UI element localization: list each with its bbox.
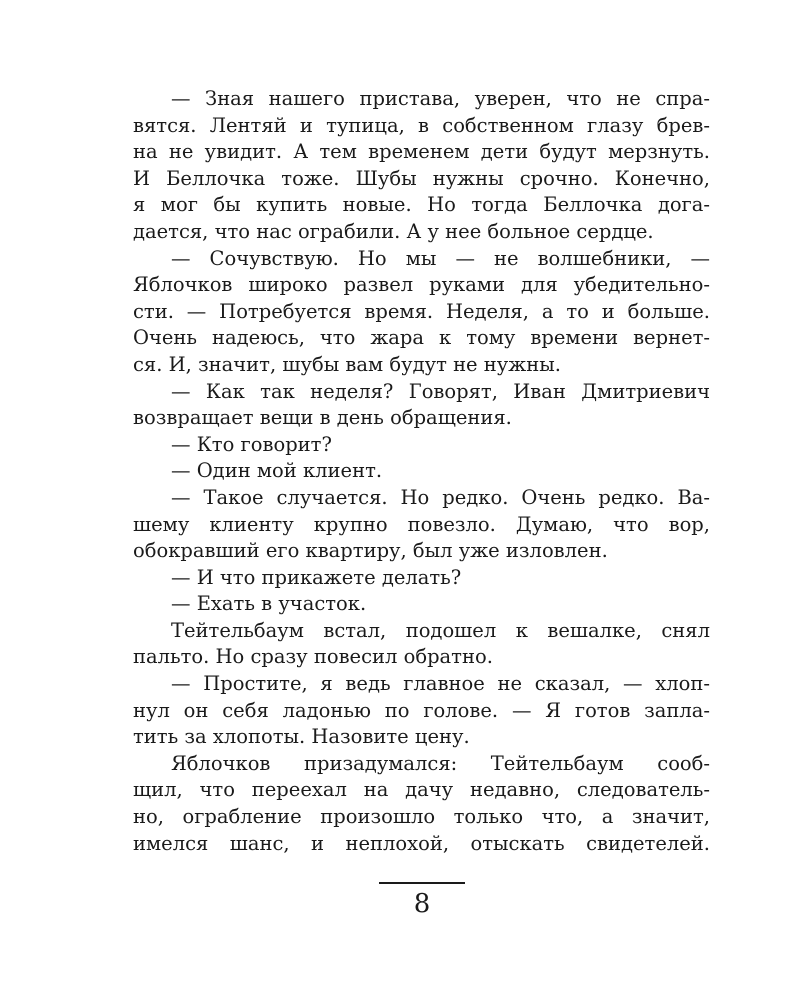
text-line: возвращает вещи в день обращения. bbox=[133, 406, 512, 430]
text-line: шему клиенту крупно повезло. Думаю, что вор, bbox=[133, 512, 710, 536]
text-line: — Сочувствую. Но мы — не волшебники, — bbox=[171, 246, 710, 270]
text-line: И Беллочка тоже. Шубы нужны срочно. Конечно, bbox=[133, 166, 710, 190]
text-line: — Простите, я ведь главное не сказал, — хлоп- bbox=[171, 672, 710, 696]
text-line: я мог бы купить новые. Но тогда Беллочка дога- bbox=[133, 193, 710, 217]
text-line: — Один мой клиент. bbox=[171, 459, 383, 483]
text-line: Тейтельбаум встал, подошел к вешалке, снял bbox=[171, 618, 710, 642]
text-line: Очень надеюсь, что жара к тому времени вернет- bbox=[133, 326, 710, 350]
text-line: но, ограбление произошло только что, а значит, bbox=[133, 805, 710, 829]
text-line: имелся шанс, и неплохой, отыскать свидетелей. bbox=[133, 831, 710, 855]
text-line: ся. И, значит, шубы вам будут не нужны. bbox=[133, 352, 561, 376]
text-line: — И что прикажете делать? bbox=[171, 565, 462, 589]
text-line: дается, что нас ограбили. А у нее больное сердце. bbox=[133, 219, 654, 243]
text-line: — Кто говорит? bbox=[171, 432, 332, 456]
text-line: — Такое случается. Но редко. Очень редко. Ва- bbox=[171, 485, 710, 509]
page-number: 8 bbox=[413, 889, 431, 919]
text-line: тить за хлопоты. Назовите цену. bbox=[133, 725, 470, 749]
page-number-rule bbox=[379, 882, 465, 884]
text-line: — Ехать в участок. bbox=[171, 592, 367, 616]
text-line: пальто. Но сразу повесил обратно. bbox=[133, 645, 493, 669]
text-line: сти. — Потребуется время. Неделя, а то и больше. bbox=[133, 299, 710, 323]
text-line: обокравший его квартиру, был уже изловлен. bbox=[133, 539, 608, 563]
text-line: Яблочков призадумался: Тейтельбаум сооб- bbox=[171, 751, 710, 775]
text-line: Яблочков широко развел руками для убедительно- bbox=[133, 273, 710, 297]
text-line: — Зная нашего пристава, уверен, что не спра- bbox=[171, 87, 710, 110]
text-line: нул он себя ладонью по голове. — Я готов запла- bbox=[133, 698, 710, 722]
page-body bbox=[133, 86, 710, 857]
text-line: на не увидит. А тем временем дети будут мерзнуть. bbox=[133, 140, 710, 164]
text-line: — Как так неделя? Говорят, Иван Дмитриевич bbox=[171, 379, 710, 403]
text-line: щил, что переехал на дачу недавно, следователь- bbox=[133, 778, 710, 802]
text-line: вятся. Лентяй и тупица, в собственном глазу брев- bbox=[133, 113, 710, 137]
